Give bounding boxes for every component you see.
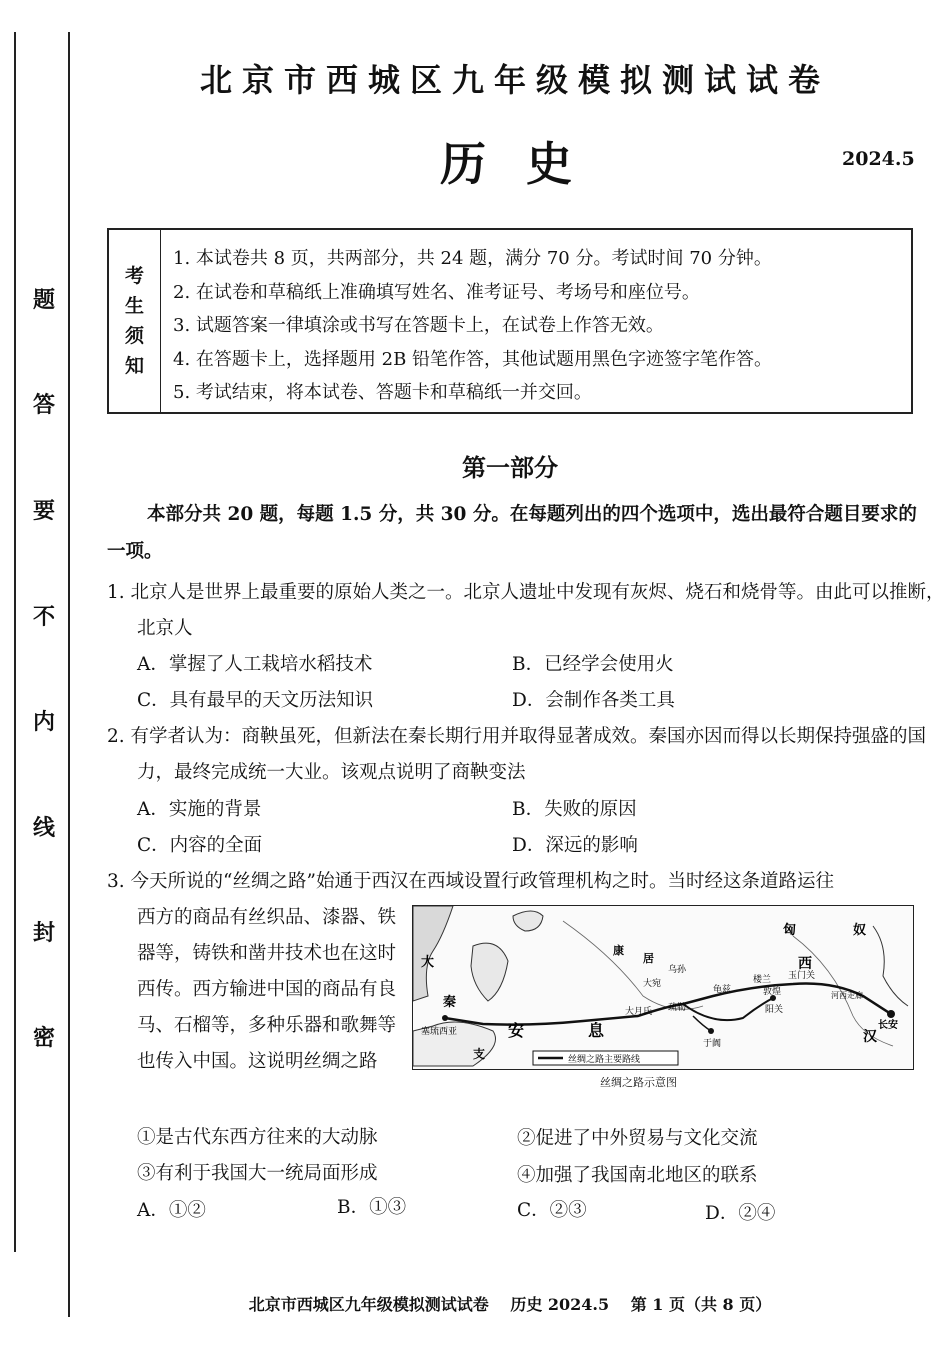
subject-title: 历史 xyxy=(440,137,612,191)
question-2-option-d[interactable]: D．深远的影响 xyxy=(512,835,638,856)
map-label: 匈 xyxy=(783,923,797,938)
question-3-statement-2: ②促进了中外贸易与文化交流 xyxy=(517,1128,758,1149)
notice-label xyxy=(109,230,161,412)
footer-exam: 北京市西城区九年级模拟测试试卷 xyxy=(248,1295,489,1314)
candidate-notice-box xyxy=(107,228,913,414)
exam-title: 北京市西城区九年级模拟测试试卷 xyxy=(199,61,830,99)
coast-line xyxy=(873,926,908,1006)
question-1-option-a[interactable]: A．掌握了人工栽培水稻技术 xyxy=(137,654,373,675)
question-1-option-b[interactable]: B．已经学会使用火 xyxy=(512,654,674,675)
question-1-option-c[interactable]: C．具有最早的天文历法知识 xyxy=(137,690,374,711)
city-marker xyxy=(708,1028,714,1034)
sea-shape xyxy=(471,943,508,1001)
silk-road-map xyxy=(412,905,914,1070)
map-label: 阳关 xyxy=(765,1005,784,1015)
question-3-option-c[interactable]: C．②③ xyxy=(517,1200,587,1221)
map-label: 大月氏 xyxy=(625,1007,653,1017)
map-label: 河西走廊 xyxy=(831,991,863,1000)
map-label: 乌孙 xyxy=(668,965,687,975)
map-label: 秦 xyxy=(443,995,457,1010)
question-2-option-b[interactable]: B．失败的原因 xyxy=(512,799,637,820)
footer-subject: 历史 2024.5 xyxy=(510,1295,610,1314)
map-label: 玉门关 xyxy=(788,971,816,981)
sea-shape xyxy=(513,911,543,931)
footer-page-number: 第 1 页（共 8 页） xyxy=(630,1295,772,1314)
notice-label-char: 须 xyxy=(124,325,144,347)
map-label: 支 xyxy=(473,1047,486,1061)
map-label: 汉 xyxy=(863,1029,877,1045)
map-label: 敦煌 xyxy=(763,987,782,997)
margin-char: 要 xyxy=(32,498,55,524)
margin-char: 密 xyxy=(32,1025,55,1051)
map-label: 居 xyxy=(643,952,654,965)
map-label: 大宛 xyxy=(643,979,662,989)
question-3-stem-first-line: 3. 今天所说的“丝绸之路”始通于西汉在西域设置行政管理机构之时。当时经这条道路运往 xyxy=(107,871,834,892)
question-3-option-d[interactable]: D．②④ xyxy=(705,1203,776,1224)
question-3-option-a[interactable]: A．①② xyxy=(137,1200,206,1221)
question-3-statement-4: ④加强了我国南北地区的联系 xyxy=(517,1165,758,1186)
margin-char: 答 xyxy=(32,392,55,418)
binding-line-right xyxy=(68,32,70,1317)
notice-item: 1. 本试卷共 8 页，共两部分，共 24 题，满分 70 分。考试时间 70 分钟。 xyxy=(173,248,772,269)
binding-line-left xyxy=(14,32,16,1252)
question-3-statement-3: ③有利于我国大一统局面形成 xyxy=(137,1163,378,1184)
map-label: 疏勒 xyxy=(668,1003,687,1013)
page-footer xyxy=(180,1292,840,1315)
notice-item: 3. 试题答案一律填涂或书写在答题卡上，在试卷上作答无效。 xyxy=(173,315,664,336)
map-label: 于阗 xyxy=(703,1039,722,1049)
city-marker xyxy=(887,1010,895,1018)
part-intro: 本部分共 20 题，每题 1.5 分，共 30 分。在每题列出的四个选项中，选出最符合题目要求的一项。 xyxy=(107,504,917,562)
question-2-stem: 2. 有学者认为：商鞅虽死，但新法在秦长期行用并取得显著成效。秦国亦因而得以长期保持强盛的国力，最终完成统一大业。该观点说明了商鞅变法 xyxy=(107,726,927,783)
map-label: 西 xyxy=(798,956,812,972)
map-label: 塞琉西亚 xyxy=(421,1027,458,1037)
margin-char: 封 xyxy=(32,920,55,946)
question-1-option-d[interactable]: D．会制作各类工具 xyxy=(512,690,675,711)
map-legend-label: 丝绸之路主要路线 xyxy=(568,1055,641,1065)
question-2-option-a[interactable]: A．实施的背景 xyxy=(137,799,262,820)
question-2-option-c[interactable]: C．内容的全面 xyxy=(137,835,263,856)
notice-list xyxy=(173,242,903,410)
map-label: 大 xyxy=(421,955,435,970)
margin-char: 不 xyxy=(32,604,55,630)
question-3-stem-rest: 西方的商品有丝织品、漆器、铁器等，铸铁和凿井技术也在这时西传。西方输进中国的商品有良马、石榴等，多种乐器和歌舞等也传入中国。这说明丝绸之路 xyxy=(137,907,397,1072)
question-3-option-b[interactable]: B．①③ xyxy=(337,1197,407,1218)
sea-shape xyxy=(413,906,453,1001)
margin-char: 内 xyxy=(32,709,55,735)
silk-road-map-svg xyxy=(413,906,912,1068)
notice-item: 2. 在试卷和草稿纸上准确填写姓名、准考证号、考场号和座位号。 xyxy=(173,281,700,303)
map-label: 康 xyxy=(613,944,624,957)
map-label: 息 xyxy=(588,1021,605,1040)
exam-date: 2024.5 xyxy=(842,148,915,170)
margin-char: 题 xyxy=(32,287,55,313)
notice-item: 5. 考试结束，将本试卷、答题卡和草稿纸一并交回。 xyxy=(173,382,592,403)
part-title: 第一部分 xyxy=(462,453,558,482)
notice-label-char: 生 xyxy=(124,295,144,317)
margin-char: 线 xyxy=(32,815,55,841)
notice-item: 4. 在答题卡上，选择题用 2B 铅笔作答，其他试题用黑色字迹签字笔作答。 xyxy=(173,348,773,370)
question-3-statement-1: ①是古代东西方往来的大动脉 xyxy=(137,1127,378,1148)
question-1-stem: 1. 北京人是世界上最重要的原始人类之一。北京人遗址中发现有灰烬、烧石和烧骨等。由此可以推断，北京人 xyxy=(107,582,945,639)
map-label: 楼兰 xyxy=(753,975,772,985)
map-label: 安 xyxy=(508,1021,525,1040)
notice-label-char: 考 xyxy=(124,265,144,287)
map-label: 龟兹 xyxy=(713,985,732,995)
map-label: 长安 xyxy=(878,1020,898,1031)
notice-label-char: 知 xyxy=(124,355,144,377)
city-marker xyxy=(442,1015,448,1021)
map-label: 奴 xyxy=(853,923,867,938)
map-caption: 丝绸之路示意图 xyxy=(600,1076,677,1089)
